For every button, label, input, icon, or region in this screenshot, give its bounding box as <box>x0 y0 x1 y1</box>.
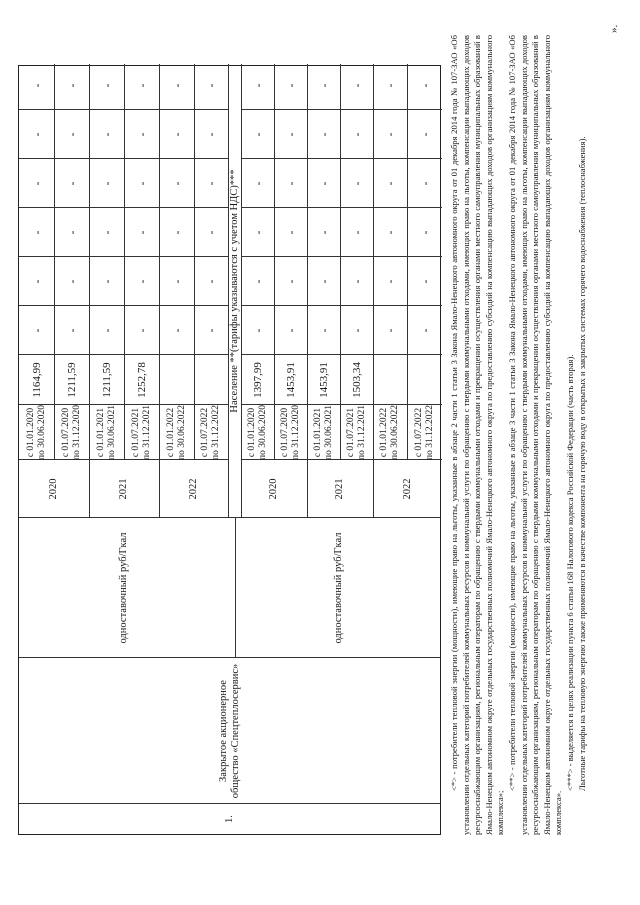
empty-value-cell: - <box>204 181 218 186</box>
period-cell: с 01.07.2021 по 31.12.2021 <box>345 405 367 460</box>
empty-value-cell: - <box>383 279 397 284</box>
empty-value-cell: - <box>64 132 79 137</box>
tariff-value: 1397,99 <box>251 362 264 398</box>
tariff-value: 1211,59 <box>100 362 113 398</box>
tariff-value: 1252,78 <box>135 362 148 398</box>
empty-value-cell: - <box>64 230 79 235</box>
empty-value-cell: - <box>204 83 218 88</box>
empty-value-cell: - <box>417 181 432 186</box>
period-cell: с 01.07.2022 по 31.12.2022 <box>413 405 435 460</box>
empty-value-cell: - <box>283 230 298 235</box>
footnote-4: Льготные тарифы на тепловую энергию также применяются в качестве компонента на горячую воду в открытых и закрытых системах горячего водоснабжения (теплоснабжения). <box>576 136 587 791</box>
empty-value-cell: - <box>316 279 331 284</box>
empty-value-cell: - <box>169 83 184 88</box>
tariff-value: 1211,59 <box>65 362 78 398</box>
tariff-value <box>373 355 407 405</box>
empty-value-cell: - <box>349 279 364 284</box>
tariff-value <box>407 355 442 405</box>
empty-value-cell: - <box>250 132 265 137</box>
empty-value-cell: - <box>417 83 432 88</box>
empty-value-cell: - <box>169 181 184 186</box>
empty-value-cell: - <box>29 83 44 88</box>
tariff-value <box>159 355 194 405</box>
empty-value-cell: - <box>99 328 114 333</box>
empty-value-cell: - <box>169 328 184 333</box>
empty-value-cell: - <box>417 230 432 235</box>
empty-value-cell: - <box>99 279 114 284</box>
empty-value-cell: - <box>29 181 44 186</box>
empty-value-cell: - <box>250 279 265 284</box>
empty-value-cell: - <box>283 132 298 137</box>
organization-name: Закрытое акционерное общество «Спецтеплосервис» <box>217 663 241 799</box>
period-cell: с 01.01.2022 по 30.06.2022 <box>379 405 400 460</box>
empty-value-cell: - <box>383 230 397 235</box>
year-cell: 2020 <box>48 478 59 500</box>
period-cell: с 01.01.2021 по 30.06.2021 <box>95 405 117 460</box>
empty-value-cell: - <box>316 132 331 137</box>
empty-value-cell: - <box>417 279 432 284</box>
year-cell: 2022 <box>187 478 199 500</box>
empty-value-cell: - <box>349 83 364 88</box>
empty-value-cell: - <box>29 328 44 333</box>
empty-value-cell: - <box>99 132 114 137</box>
empty-value-cell: - <box>283 83 298 88</box>
empty-value-cell: - <box>169 230 184 235</box>
empty-value-cell: - <box>283 181 298 186</box>
empty-value-cell: - <box>250 230 265 235</box>
empty-value-cell: - <box>283 328 298 333</box>
empty-value-cell: - <box>349 328 364 333</box>
empty-value-cell: - <box>99 181 114 186</box>
unit-label-block-2: одноставочный руб/Гкал <box>332 532 344 644</box>
empty-value-cell: - <box>29 132 44 137</box>
unit-label-block-1: одноставочный руб/Гкал <box>117 532 129 644</box>
empty-value-cell: - <box>250 83 265 88</box>
empty-value-cell: - <box>134 230 149 235</box>
empty-value-cell: - <box>64 181 79 186</box>
year-cell: 2021 <box>118 478 129 500</box>
tariff-table <box>18 65 441 835</box>
empty-value-cell: - <box>250 328 265 333</box>
empty-value-cell: - <box>204 230 218 235</box>
empty-value-cell: - <box>134 132 149 137</box>
empty-value-cell: - <box>316 328 331 333</box>
empty-value-cell: - <box>134 83 149 88</box>
period-cell: с 01.07.2021 по 31.12.2021 <box>130 405 152 460</box>
empty-value-cell: - <box>383 83 397 88</box>
empty-value-cell: - <box>29 279 44 284</box>
empty-value-cell: - <box>349 230 364 235</box>
footnote-3: <***> - выделяется в целях реализации пункта 6 статьи 168 Налогового кодекса Российской Федерации (часть вторая). <box>564 354 575 791</box>
empty-value-cell: - <box>250 181 265 186</box>
footnote-2: <**> - потребители тепловой энергии (мощности), имеющие право на льготы, указанные в абзаце 3 части 1 статьи 3 Закона Ямало-Ненецкого автономного округа от 01 декабря 2014 года № 107-ЗАО «Об установлении отдельных категорий потребителей коммунальных ресурсов и коммунальной услуги по обращению с твердыми коммунальными отходами, имеющих право на льготы, компенсации выпадающих доходов ресурсоснабжающим организациям, региональным операторам по обращению с твердыми коммунальными отходами и прекращении осуществления органами местного самоуправления муниципальных образований в Ямало-Ненецком автономном округе отдельных государственных полномочий Ямало-Ненецкого автономного округа по предоставлению субсидий на компенсацию выпадающих доходов организациям коммунального комплекса». <box>506 35 564 835</box>
row-number: 1. <box>223 815 235 823</box>
period-cell: с 01.01.2022 по 30.06.2022 <box>165 405 187 460</box>
empty-value-cell: - <box>134 181 149 186</box>
empty-value-cell: - <box>169 132 184 137</box>
empty-value-cell: - <box>64 328 79 333</box>
empty-value-cell: - <box>29 230 44 235</box>
tariff-value: 1503,34 <box>350 362 363 398</box>
period-cell: с 01.01.2020 по 30.06.2020 <box>25 405 47 460</box>
year-cell: 2021 <box>334 478 345 500</box>
footnote-1: <*> - потребители тепловой энергии (мощности), имеющие право на льготы, указанные в абзаце 2 части 1 статьи 3 Закона Ямало-Ненецкого автономного округа от 01 декабря 2014 года № 107-ЗАО «Об установлении отдельных категорий потребителей коммунальных ресурсов и коммунальной услуги по обращению с твердыми коммунальными отходами, имеющих право на льготы, компенсации выпадающих доходов ресурсоснабжающим организациям, региональным операторам по обращению с твердыми коммунальными отходами и прекращении осуществления органами местного самоуправления муниципальных образований в Ямало-Ненецком автономном округе отдельных государственных полномочий Ямало-Ненецкого автономного округа по предоставлению субсидий на компенсацию выпадающих доходов организациям коммунального комплекса»; <box>449 35 506 835</box>
empty-value-cell: - <box>316 83 331 88</box>
tariff-value <box>194 355 228 405</box>
tariff-value: 1164,99 <box>30 362 43 398</box>
empty-value-cell: - <box>349 181 364 186</box>
period-cell: с 01.07.2020 по 31.12.2020 <box>279 405 301 460</box>
empty-value-cell: - <box>417 328 432 333</box>
tariff-value: 1453,91 <box>317 362 330 398</box>
empty-value-cell: - <box>204 132 218 137</box>
empty-value-cell: - <box>316 230 331 235</box>
empty-value-cell: - <box>316 181 331 186</box>
empty-value-cell: - <box>99 230 114 235</box>
tariff-value: 1453,91 <box>284 362 297 398</box>
empty-value-cell: - <box>134 279 149 284</box>
empty-value-cell: - <box>383 181 397 186</box>
year-cell: 2020 <box>268 478 279 500</box>
empty-value-cell: - <box>383 328 397 333</box>
period-cell: с 01.01.2021 по 30.06.2021 <box>312 405 334 460</box>
empty-value-cell: - <box>134 328 149 333</box>
empty-value-cell: - <box>417 132 432 137</box>
period-cell: с 01.07.2022 по 31.12.2022 <box>200 405 221 460</box>
period-cell: с 01.01.2020 по 30.06.2020 <box>246 405 268 460</box>
empty-value-cell: - <box>204 328 218 333</box>
empty-value-cell: - <box>283 279 298 284</box>
empty-value-cell: - <box>169 279 184 284</box>
page-mark: ». <box>608 24 620 33</box>
empty-value-cell: - <box>349 132 364 137</box>
population-header: Население **(тарифы указываются с учетом НДС)*** <box>228 169 240 413</box>
period-cell: с 01.07.2020 по 31.12.2020 <box>60 405 82 460</box>
year-cell: 2022 <box>401 478 413 500</box>
empty-value-cell: - <box>383 132 397 137</box>
footnotes <box>449 35 588 835</box>
empty-value-cell: - <box>64 83 79 88</box>
empty-value-cell: - <box>64 279 79 284</box>
empty-value-cell: - <box>99 83 114 88</box>
empty-value-cell: - <box>204 279 218 284</box>
